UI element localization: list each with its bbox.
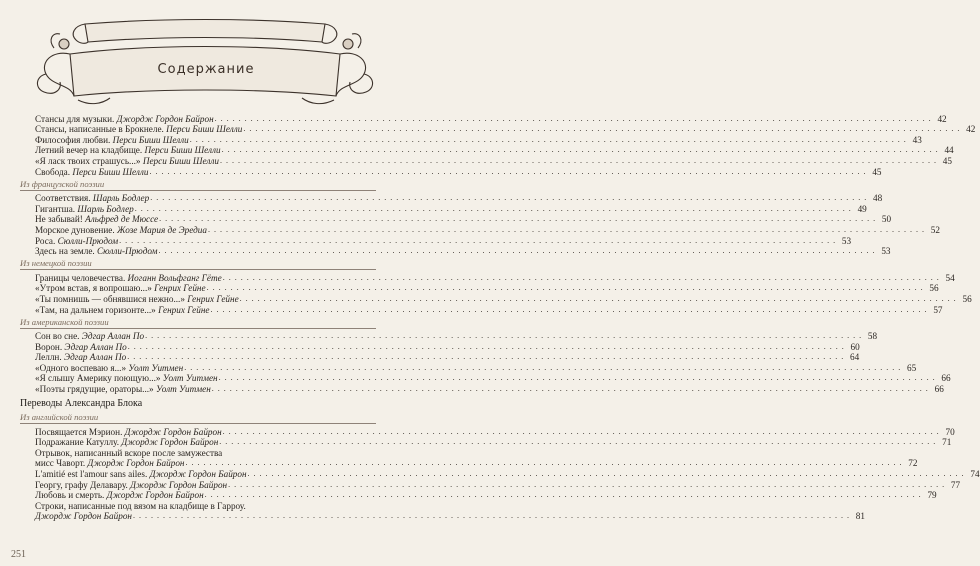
leader-dots: . . . . . . . . . . . . . . . . . . . . . . . . . . . . . . . . . . . . . . . . . . . . . . . . . . . . . . . . . . . . . . . . . . . . . . . . . . . . . . . . . . . . . . . . . . . . . . . . . . . . . . . . . . . . . . . . . . . . . . . . bbox=[218, 373, 936, 383]
leader-dots: . . . . . . . . . . . . . . . . . . . . . . . . . . . . . . . . . . . . . . . . . . . . . . . . . . . . . . . . . . . . . . . . . . . . . . . . . . . . . . . . . . . . . . . . . . . . . . . . . . . . . . . . . . . . . . . . . . . . . . . . bbox=[222, 272, 940, 282]
entry-page-number: 56 bbox=[929, 283, 939, 294]
leader-dots: . . . . . . . . . . . . . . . . . . . . . . . . . . . . . . . . . . . . . . . . . . . . . . . . . . . . . . . . . . . . . . . . . . . . . . . . . . . . . . . . . . . . . . . . . . . . . . . . . . . . . . . . . . . . . . . . . . . . . . . . bbox=[127, 341, 845, 351]
entry-title: Сон во сне. bbox=[35, 331, 80, 342]
leader-dots: . . . . . . . . . . . . . . . . . . . . . . . . . . . . . . . . . . . . . . . . . . . . . . . . . . . . . . . . . . . . . . . . . . . . . . . . . . . . . . . . . . . . . . . . . . . . . . . . . . . . . . . . . . . . . . . . . . . . . . . . bbox=[206, 283, 924, 293]
toc-entry-text bbox=[20, 193, 149, 203]
toc-entry-text bbox=[20, 135, 189, 145]
entry-author: Джордж Гордон Байрон bbox=[121, 437, 219, 448]
toc-entry bbox=[20, 214, 892, 225]
entry-title: Морское дуновение. bbox=[35, 224, 115, 235]
entry-title: Отрывок, написанный вскоре после замужества bbox=[35, 447, 223, 458]
toc-entry-text bbox=[20, 373, 218, 383]
leader-dots: . . . . . . . . . . . . . . . . . . . . . . . . . . . . . . . . . . . . . . . . . . . . . . . . . . . . . . . . . . . . . . . . . . . . . . . . . . . . . . . . . . . . . . . . . . . . . . . . . . . . . . . . . . . . . . . . . . . . . . . . bbox=[247, 469, 965, 479]
entry-author: Эдгар Аллан По bbox=[63, 352, 127, 363]
toc-entry bbox=[20, 193, 883, 204]
entry-page-number: 43 bbox=[912, 134, 922, 145]
entry-author: Генрих Гейне bbox=[154, 283, 206, 294]
entry-author: Шарль Бодлер bbox=[77, 203, 134, 214]
entry-page-number: 65 bbox=[907, 362, 917, 373]
category-heading: Из английской поэзии bbox=[20, 412, 99, 423]
entry-author: Джордж Гордон Байрон bbox=[35, 511, 132, 522]
toc-entry bbox=[20, 341, 860, 352]
leader-dots: . . . . . . . . . . . . . . . . . . . . . . . . . . . . . . . . . . . . . . . . . . . . . . . . . . . . . . . . . . . . . . . . . . . . . . . . . . . . . . . . . . . . . . . . . . . . . . . . . . . . . . . . . . . . . . . . . . . . . . . . bbox=[210, 304, 928, 314]
toc-entry bbox=[20, 113, 947, 124]
toc-entry-text bbox=[20, 246, 158, 256]
entry-author: Иоганн Вольфганг Гёте bbox=[127, 272, 222, 283]
toc-entry bbox=[20, 468, 980, 480]
entry-page-number: 74 bbox=[970, 469, 980, 480]
entry-title: Философия любви. bbox=[35, 134, 111, 145]
toc-entry-text bbox=[20, 437, 218, 447]
entry-title: Георгу, графу Делавару. bbox=[35, 479, 128, 490]
leader-dots: . . . . . . . . . . . . . . . . . . . . . . . . . . . . . . . . . . . . . . . . . . . . . . . . . . . . . . . . . . . . . . . . . . . . . . . . . . . . . . . . . . . . . . . . . . . . . . . . . . . . . . . . . . . . . . . . . . . . . . . . bbox=[219, 437, 937, 447]
toc-entry bbox=[20, 166, 882, 177]
entry-title: Летний вечер на кладбище. bbox=[35, 145, 143, 156]
category-heading: Из американской поэзии bbox=[20, 316, 109, 327]
entry-title: «Утром встав, я вопрошаю...» bbox=[35, 283, 152, 294]
toc-entry bbox=[20, 331, 878, 342]
toc-group bbox=[20, 178, 940, 257]
entry-page-number: 45 bbox=[942, 155, 952, 166]
toc-entry-text bbox=[20, 501, 246, 511]
entry-author: Уолт Уитмен bbox=[128, 362, 184, 373]
toc-entry bbox=[20, 124, 976, 135]
entry-title: Стансы для музыки. bbox=[35, 113, 115, 124]
table-of-contents bbox=[20, 113, 980, 522]
leader-dots: . . . . . . . . . . . . . . . . . . . . . . . . . . . . . . . . . . . . . . . . . . . . . . . . . . . . . . . . . . . . . . . . . . . . . . . . . . . . . . . . . . . . . . . . . . . . . . . . . . . . . . . . . . . . . . . . . . . . . . . . bbox=[150, 193, 868, 203]
leader-dots: . . . . . . . . . . . . . . . . . . . . . . . . . . . . . . . . . . . . . . . . . . . . . . . . . . . . . . . . . . . . . . . . . . . . . . . . . . . . . . . . . . . . . . . . . . . . . . . . . . . . . . . . . . . . . . . . . . . . . . . . bbox=[149, 166, 867, 176]
entry-page-number: 77 bbox=[950, 479, 961, 490]
toc-entry bbox=[20, 224, 940, 235]
entry-author: Эдгар Аллан По bbox=[81, 331, 145, 342]
entry-author: Перси Биши Шелли bbox=[144, 145, 221, 156]
toc-entry-text bbox=[20, 480, 227, 490]
page-title: Содержание bbox=[157, 62, 255, 77]
leader-dots: . . . . . . . . . . . . . . . . . . . . . . . . . . . . . . . . . . . . . . . . . . . . . . . . . . . . . . . . . . . . . . . . . . . . . . . . . . . . . . . . . . . . . . . . . . . . . . . . . . . . . . . . . . . . . . . . . . . . . . . . bbox=[211, 384, 929, 394]
toc-entry bbox=[20, 145, 954, 156]
leader-dots: . . . . . . . . . . . . . . . . . . . . . . . . . . . . . . . . . . . . . . . . . . . . . . . . . . . . . . . . . . . . . . . . . . . . . . . . . . . . . . . . . . . . . . . . . . . . . . . . . . . . . . . . . . . . . . . . . . . . . . . . bbox=[132, 511, 850, 521]
leader-dots: . . . . . . . . . . . . . . . . . . . . . . . . . . . . . . . . . . . . . . . . . . . . . . . . . . . . . . . . . . . . . . . . . . . . . . . . . . . . . . . . . . . . . . . . . . . . . . . . . . . . . . . . . . . . . . . . . . . . . . . . bbox=[219, 155, 937, 165]
entry-page-number: 48 bbox=[873, 193, 883, 204]
toc-entry-text bbox=[20, 305, 210, 315]
category-rule bbox=[20, 190, 376, 191]
entry-author: Джордж Гордон Байрон bbox=[87, 458, 185, 469]
entry-author: Альфред де Мюссе bbox=[85, 214, 159, 225]
toc-entry-text bbox=[20, 225, 207, 235]
entry-page-number: 50 bbox=[881, 214, 892, 225]
entry-page-number: 70 bbox=[945, 426, 955, 437]
toc-entry bbox=[20, 383, 944, 395]
entry-title: Здесь на земле. bbox=[35, 246, 95, 257]
entry-title: Гигантша. bbox=[35, 203, 76, 214]
toc-entry-text bbox=[20, 352, 126, 362]
entry-title: Ворон. bbox=[35, 341, 63, 352]
toc-entry bbox=[20, 447, 376, 458]
entry-page-number: 66 bbox=[941, 373, 951, 384]
entry-title: «Я слышу Америку поющую...» bbox=[35, 373, 161, 384]
toc-entry bbox=[20, 511, 865, 522]
entry-title: Стансы, написанные в Брокнеле. bbox=[35, 124, 164, 135]
entry-title: Границы человечества. bbox=[35, 272, 126, 283]
entry-page-number: 60 bbox=[850, 341, 860, 352]
leader-dots: . . . . . . . . . . . . . . . . . . . . . . . . . . . . . . . . . . . . . . . . . . . . . . . . . . . . . . . . . . . . . . . . . . . . . . . . . . . . . . . . . . . . . . . . . . . . . . . . . . . . . . . . . . . . . . . . . . . . . . . . bbox=[214, 113, 932, 123]
toc-entry bbox=[20, 500, 376, 511]
entry-author: Жозе Мария де Эредиа bbox=[116, 224, 207, 235]
toc-entry bbox=[20, 458, 918, 469]
entry-page-number: 45 bbox=[872, 166, 882, 177]
toc-entry bbox=[20, 272, 955, 283]
entry-author: Джордж Гордон Байрон bbox=[106, 490, 204, 501]
entry-title: «Ты помнишь — обнявшися нежно...» bbox=[35, 293, 185, 304]
entry-author: Джордж Гордон Байрон bbox=[130, 479, 228, 490]
toc-entry bbox=[20, 293, 972, 304]
toc-group bbox=[20, 258, 972, 315]
leader-dots: . . . . . . . . . . . . . . . . . . . . . . . . . . . . . . . . . . . . . . . . . . . . . . . . . . . . . . . . . . . . . . . . . . . . . . . . . . . . . . . . . . . . . . . . . . . . . . . . . . . . . . . . . . . . . . . . . . . . . . . . bbox=[185, 458, 903, 468]
entry-author: Перси Биши Шелли bbox=[72, 166, 149, 177]
entry-page-number: 57 bbox=[933, 304, 943, 315]
toc-entry bbox=[20, 283, 939, 294]
entry-title: мисс Чаворт. bbox=[35, 458, 86, 469]
toc-entry-text bbox=[20, 342, 127, 352]
entry-page-number: 56 bbox=[962, 293, 972, 304]
entry-title: Посвящается Мэрион. bbox=[35, 426, 123, 437]
toc-entry-text bbox=[20, 167, 149, 177]
toc-entry-text bbox=[20, 273, 222, 283]
toc-entry bbox=[20, 246, 891, 257]
toc-entry bbox=[20, 426, 955, 437]
toc-entry-text bbox=[20, 214, 158, 224]
section-heading: Переводы Александра Блока bbox=[20, 398, 143, 410]
entry-author: Уолт Уитмен bbox=[155, 384, 211, 395]
toc-group bbox=[20, 412, 980, 522]
leader-dots: . . . . . . . . . . . . . . . . . . . . . . . . . . . . . . . . . . . . . . . . . . . . . . . . . . . . . . . . . . . . . . . . . . . . . . . . . . . . . . . . . . . . . . . . . . . . . . . . . . . . . . . . . . . . . . . . . . . . . . . . bbox=[184, 362, 902, 372]
entry-title: Леллн. bbox=[35, 352, 62, 363]
leader-dots: . . . . . . . . . . . . . . . . . . . . . . . . . . . . . . . . . . . . . . . . . . . . . . . . . . . . . . . . . . . . . . . . . . . . . . . . . . . . . . . . . . . . . . . . . . . . . . . . . . . . . . . . . . . . . . . . . . . . . . . . bbox=[239, 293, 957, 303]
toc-entry bbox=[20, 235, 852, 246]
entry-title: L'amitié est l'amour sans ailes. bbox=[35, 469, 148, 480]
toc-entry-text bbox=[20, 204, 134, 214]
toc-entry bbox=[20, 490, 937, 501]
entry-author: Джордж Гордон Байрон bbox=[124, 426, 222, 437]
leader-dots: . . . . . . . . . . . . . . . . . . . . . . . . . . . . . . . . . . . . . . . . . . . . . . . . . . . . . . . . . . . . . . . . . . . . . . . . . . . . . . . . . . . . . . . . . . . . . . . . . . . . . . . . . . . . . . . . . . . . . . . . bbox=[207, 224, 925, 234]
category-rule bbox=[20, 269, 376, 270]
toc-entry bbox=[20, 373, 951, 384]
toc-entry-text bbox=[20, 236, 118, 246]
entry-page-number: 54 bbox=[945, 272, 955, 283]
toc-entry-text bbox=[20, 384, 211, 394]
toc-entry-text bbox=[20, 145, 221, 155]
entry-author: Шарль Бодлер bbox=[92, 193, 150, 204]
toc-entry bbox=[20, 203, 867, 214]
entry-page-number: 81 bbox=[855, 511, 865, 522]
entry-author: Сюлли-Прюдом bbox=[97, 246, 158, 257]
entry-title: Строки, написанные под вязом на кладбище в Гарроу. bbox=[35, 500, 246, 511]
entry-author: Эдгар Аллан По bbox=[64, 341, 127, 352]
leader-dots: . . . . . . . . . . . . . . . . . . . . . . . . . . . . . . . . . . . . . . . . . . . . . . . . . . . . . . . . . . . . . . . . . . . . . . . . . . . . . . . . . . . . . . . . . . . . . . . . . . . . . . . . . . . . . . . . . . . . . . . . bbox=[134, 203, 852, 213]
entry-author: Генрих Гейне bbox=[187, 293, 239, 304]
entry-title: Не забывай! bbox=[35, 214, 83, 225]
entry-author: Сюлли-Прюдом bbox=[57, 235, 119, 246]
entry-author: Перси Биши Шелли bbox=[166, 124, 243, 135]
entry-page-number: 79 bbox=[927, 490, 937, 501]
entry-title: Любовь и смерть. bbox=[35, 490, 105, 501]
entry-page-number: 66 bbox=[934, 384, 944, 395]
leader-dots: . . . . . . . . . . . . . . . . . . . . . . . . . . . . . . . . . . . . . . . . . . . . . . . . . . . . . . . . . . . . . . . . . . . . . . . . . . . . . . . . . . . . . . . . . . . . . . . . . . . . . . . . . . . . . . . . . . . . . . . . bbox=[221, 145, 939, 155]
entry-page-number: 71 bbox=[942, 437, 952, 448]
toc-group bbox=[20, 113, 976, 177]
entry-title: «Одного воспеваю я...» bbox=[35, 362, 127, 373]
entry-title: «Я ласк твоих страшусь...» bbox=[35, 155, 141, 166]
leader-dots: . . . . . . . . . . . . . . . . . . . . . . . . . . . . . . . . . . . . . . . . . . . . . . . . . . . . . . . . . . . . . . . . . . . . . . . . . . . . . . . . . . . . . . . . . . . . . . . . . . . . . . . . . . . . . . . . . . . . . . . . bbox=[189, 134, 907, 144]
toc-entry-text bbox=[20, 448, 222, 458]
toc-entry bbox=[20, 134, 922, 145]
leader-dots: . . . . . . . . . . . . . . . . . . . . . . . . . . . . . . . . . . . . . . . . . . . . . . . . . . . . . . . . . . . . . . . . . . . . . . . . . . . . . . . . . . . . . . . . . . . . . . . . . . . . . . . . . . . . . . . . . . . . . . . . bbox=[127, 352, 845, 362]
entry-title: Соответствия. bbox=[35, 193, 91, 204]
entry-page-number: 53 bbox=[881, 246, 891, 257]
entry-page-number: 72 bbox=[908, 458, 918, 469]
toc-entry-text bbox=[20, 331, 144, 341]
toc-group bbox=[20, 316, 951, 395]
entry-author: Перси Биши Шелли bbox=[112, 134, 189, 145]
entry-author: Генрих Гейне bbox=[158, 304, 210, 315]
scroll-banner-ornament bbox=[30, 14, 382, 110]
leader-dots: . . . . . . . . . . . . . . . . . . . . . . . . . . . . . . . . . . . . . . . . . . . . . . . . . . . . . . . . . . . . . . . . . . . . . . . . . . . . . . . . . . . . . . . . . . . . . . . . . . . . . . . . . . . . . . . . . . . . . . . . bbox=[204, 490, 922, 500]
toc-entry-text bbox=[20, 458, 184, 468]
leader-dots: . . . . . . . . . . . . . . . . . . . . . . . . . . . . . . . . . . . . . . . . . . . . . . . . . . . . . . . . . . . . . . . . . . . . . . . . . . . . . . . . . . . . . . . . . . . . . . . . . . . . . . . . . . . . . . . . . . . . . . . . bbox=[228, 479, 946, 489]
toc-entry bbox=[20, 352, 860, 363]
leader-dots: . . . . . . . . . . . . . . . . . . . . . . . . . . . . . . . . . . . . . . . . . . . . . . . . . . . . . . . . . . . . . . . . . . . . . . . . . . . . . . . . . . . . . . . . . . . . . . . . . . . . . . . . . . . . . . . . . . . . . . . . bbox=[159, 214, 877, 224]
leader-dots: . . . . . . . . . . . . . . . . . . . . . . . . . . . . . . . . . . . . . . . . . . . . . . . . . . . . . . . . . . . . . . . . . . . . . . . . . . . . . . . . . . . . . . . . . . . . . . . . . . . . . . . . . . . . . . . . . . . . . . . . bbox=[119, 235, 837, 245]
entry-page-number: 58 bbox=[867, 331, 878, 342]
entry-author: Джордж Гордон Байрон bbox=[149, 469, 247, 480]
entry-page-number: 53 bbox=[841, 235, 852, 246]
category-heading: Из немецкой поэзии bbox=[20, 258, 92, 269]
category-heading: Из французской поэзии bbox=[20, 178, 105, 189]
toc-entry-text bbox=[20, 469, 247, 479]
category-rule bbox=[20, 423, 376, 424]
toc-entry bbox=[20, 437, 952, 448]
entry-title: «Поэты грядущие, ораторы...» bbox=[35, 384, 154, 395]
toc-entry bbox=[20, 304, 943, 315]
toc-entry-text bbox=[20, 427, 222, 437]
entry-title: Свобода. bbox=[35, 166, 71, 177]
leader-dots: . . . . . . . . . . . . . . . . . . . . . . . . . . . . . . . . . . . . . . . . . . . . . . . . . . . . . . . . . . . . . . . . . . . . . . . . . . . . . . . . . . . . . . . . . . . . . . . . . . . . . . . . . . . . . . . . . . . . . . . . bbox=[145, 331, 863, 341]
entry-author: Уолт Уитмен bbox=[162, 373, 218, 384]
entry-page-number: 44 bbox=[944, 145, 954, 156]
entry-page-number: 49 bbox=[857, 203, 867, 214]
entry-title: Роса. bbox=[35, 235, 56, 246]
toc-entry-text bbox=[20, 490, 204, 500]
toc-entry-text bbox=[20, 124, 242, 134]
entry-page-number: 42 bbox=[966, 124, 976, 135]
toc-entry bbox=[20, 362, 917, 373]
toc-entry-text bbox=[20, 294, 239, 304]
entry-title: Подражание Катуллу. bbox=[35, 437, 120, 448]
toc-entry-text bbox=[20, 363, 183, 373]
entry-author: Джордж Гордон Байрон bbox=[116, 113, 214, 124]
entry-page-number: 52 bbox=[930, 224, 940, 235]
leader-dots: . . . . . . . . . . . . . . . . . . . . . . . . . . . . . . . . . . . . . . . . . . . . . . . . . . . . . . . . . . . . . . . . . . . . . . . . . . . . . . . . . . . . . . . . . . . . . . . . . . . . . . . . . . . . . . . . . . . . . . . . bbox=[158, 246, 876, 256]
page-number: 251 bbox=[11, 549, 26, 560]
entry-title: «Там, на дальнем горизонте...» bbox=[35, 304, 156, 315]
leader-dots: . . . . . . . . . . . . . . . . . . . . . . . . . . . . . . . . . . . . . . . . . . . . . . . . . . . . . . . . . . . . . . . . . . . . . . . . . . . . . . . . . . . . . . . . . . . . . . . . . . . . . . . . . . . . . . . . . . . . . . . . bbox=[243, 124, 961, 134]
toc-entry-text bbox=[20, 156, 219, 166]
toc-entry bbox=[20, 155, 952, 166]
toc-entry bbox=[20, 479, 961, 490]
toc-entry-text bbox=[20, 511, 132, 521]
toc-entry-text bbox=[20, 283, 206, 293]
leader-dots: . . . . . . . . . . . . . . . . . . . . . . . . . . . . . . . . . . . . . . . . . . . . . . . . . . . . . . . . . . . . . . . . . . . . . . . . . . . . . . . . . . . . . . . . . . . . . . . . . . . . . . . . . . . . . . . . . . . . . . . . bbox=[222, 426, 940, 436]
toc-entry-text bbox=[20, 114, 214, 124]
entry-page-number: 42 bbox=[937, 113, 947, 124]
category-rule bbox=[20, 328, 376, 329]
entry-page-number: 64 bbox=[850, 352, 860, 363]
entry-author: Перси Биши Шелли bbox=[142, 155, 219, 166]
